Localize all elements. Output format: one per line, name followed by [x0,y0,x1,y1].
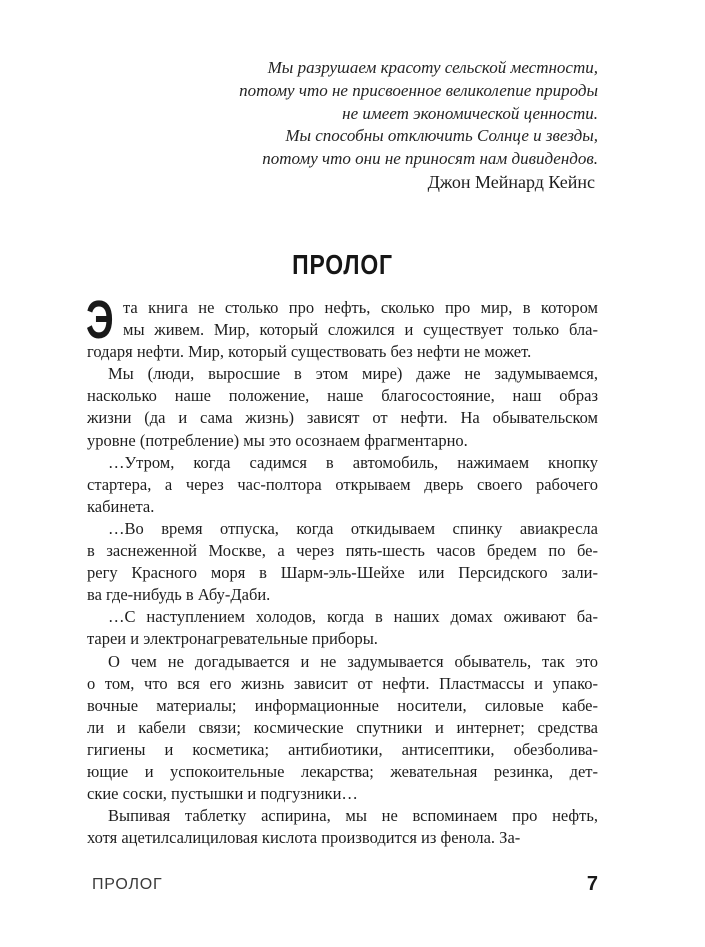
paragraph-line: гигиены и косметика; антибиотики, антисептики, обезболива- [87,739,598,759]
paragraph-line: в заснеженной Москве, а через пять-шесть часов бредем по бе- [87,541,598,561]
paragraph-line: Выпивая таблетку аспирина, мы не вспоминаем про нефть, [108,806,598,826]
body-text [86,290,598,849]
drop-cap: Э [86,290,114,350]
paragraph [87,651,598,806]
footer-section-label: ПРОЛОГ [92,876,163,893]
paragraph-line: регу Красного моря в Шарм-эль-Шейхе или Персидского зали- [87,563,598,583]
paragraph-line: …С наступлением холодов, когда в наших домах оживают ба- [108,607,598,627]
paragraph [87,518,598,606]
paragraph-line: ли и кабели связи; космические спутники и интернет; средства [87,717,598,737]
epigraph-line: Мы разрушаем красоту сельской местности, [267,58,598,77]
epigraph-attribution: Джон Мейнард Кейнс [427,172,595,192]
paragraph-line: ские соски, пустышки и подгузники… [87,784,358,804]
paragraph [87,606,598,650]
paragraph-line: мы живем. Мир, который сложился и существует только бла- [123,320,598,340]
paragraph-line: вочные материалы; информационные носители, силовые кабе- [87,695,598,715]
paragraph [86,290,598,363]
paragraph-line: Мы (люди, выросшие в этом мире) даже не задумываемся, [108,364,598,384]
paragraph-line: о том, что вся его жизнь зависит от нефти. Пластмассы и упако- [87,673,598,693]
epigraph-line: Мы способны отключить Солнце и звезды, [285,126,598,146]
paragraph-line: ющие и успокоительные лекарства; жевательная резинка, дет- [87,761,598,781]
paragraph [87,452,598,518]
epigraph-line: потому что не присвоенное великолепие природы [239,80,598,100]
paragraph-line: годаря нефти. Мир, который существовать без нефти не может. [87,342,532,362]
paragraph-line: …Утром, когда садимся в автомобиль, нажимаем кнопку [108,452,598,472]
paragraph-line: …Во время отпуска, когда откидываем спинку авиакресла [108,518,598,538]
paragraph-line: уровне (потребление) мы это осознаем фрагментарно. [87,430,468,450]
chapter-heading: ПРОЛОГ [292,249,393,280]
paragraph-line: тареи и электронагревательные приборы. [87,629,378,649]
paragraph-line: хотя ацетилсалициловая кислота производится из фенола. За- [87,828,521,848]
paragraph-line: О чем не догадывается и не задумывается обыватель, так это [108,651,598,671]
epigraph [180,57,598,171]
paragraph-line: насколько наше положение, наше благосостояние, наш образ [87,386,598,406]
paragraph-line: кабинета. [87,496,155,516]
paragraph [87,805,598,849]
paragraph [87,363,598,451]
footer-page-number: 7 [586,873,598,895]
epigraph-line: не имеет экономической ценности. [342,103,598,123]
paragraph-line: ва где-нибудь в Абу-Даби. [87,585,271,605]
paragraph-line: жизни (да и сама жизнь) зависят от нефти. На обывательском [87,408,598,428]
epigraph-line: потому что они не приносят нам дивидендов. [262,149,598,169]
paragraph-line: стартера, а через час-полтора открываем дверь своего рабочего [87,474,598,494]
paragraph-line: та книга не столько про нефть, сколько про мир, в котором [123,298,598,317]
